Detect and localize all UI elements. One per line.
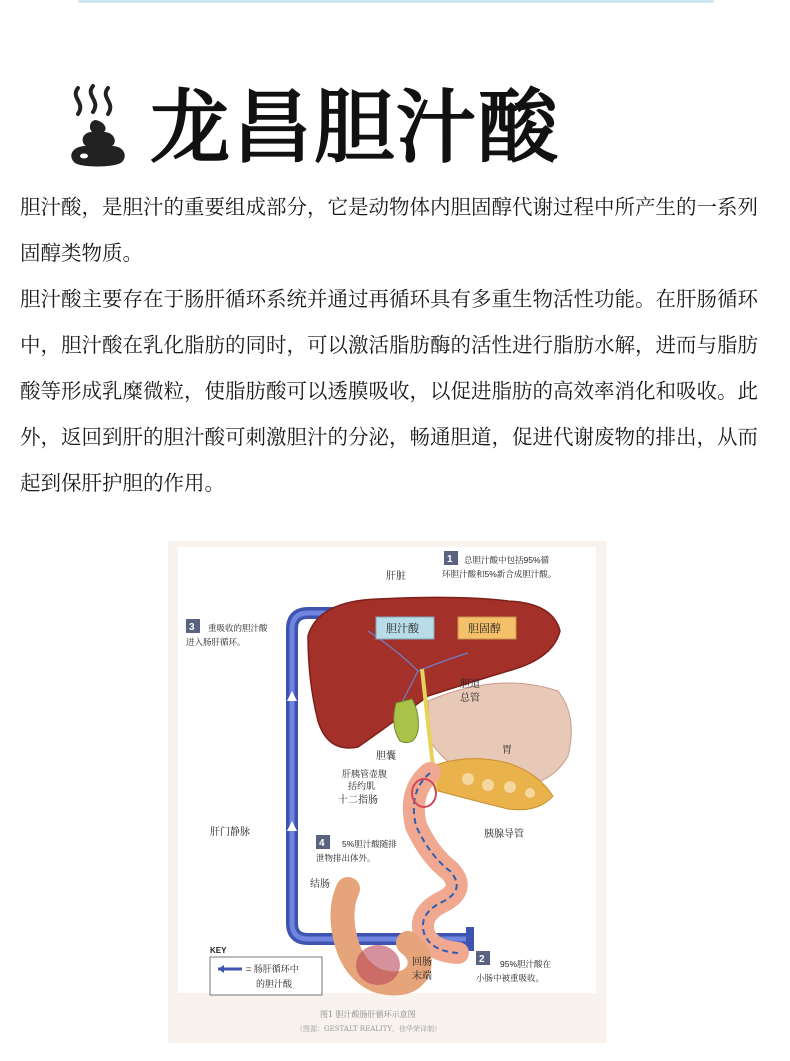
label-sphincter: 肝胰管壶腹 xyxy=(342,769,388,779)
paragraph: 胆汁酸，是胆汁的重要组成部分，它是动物体内胆固醇代谢过程中所产生的一系列固醇类物质。 xyxy=(20,195,758,265)
page-title: 龙昌胆汁酸 xyxy=(150,81,560,174)
svg-text:环胆汁酸和5%新合成胆汁酸。: 环胆汁酸和5%新合成胆汁酸。 xyxy=(442,569,557,579)
top-divider xyxy=(78,0,714,3)
svg-text:泄物排出体外。: 泄物排出体外。 xyxy=(316,853,376,863)
label-pancreatic-duct: 胰腺导管 xyxy=(484,829,524,840)
svg-text:末端: 末端 xyxy=(412,971,432,982)
svg-text:的胆汁酸: 的胆汁酸 xyxy=(256,979,293,989)
svg-text:胆汁酸: 胆汁酸 xyxy=(386,623,419,635)
paragraph: 胆汁酸主要存在于肠肝循环系统并通过再循环具有多重生物活性功能。在肝肠循环中，胆汁酸在乳化脂肪的同时，可以激活脂肪酶的活性进行脂肪水解，进而与脂肪酸等形成乳糜微粒，使脂肪酸可以透膜吸收，以促进脂肪的高效率消化和吸收。此外，返回到肝的胆汁酸可刺激胆汁的分泌，畅通胆道，促进代谢废物的排出，从而起到保肝护胆的作用。 xyxy=(20,287,758,495)
svg-text:进入肠肝循环。: 进入肠肝循环。 xyxy=(186,637,246,647)
svg-text:95%胆汁酸在: 95%胆汁酸在 xyxy=(500,959,552,969)
svg-text:重吸收的胆汁酸: 重吸收的胆汁酸 xyxy=(208,623,268,633)
svg-text:2: 2 xyxy=(479,954,485,965)
label-liver: 肝脏 xyxy=(386,571,406,582)
key-title: KEY xyxy=(210,946,227,955)
bile-acid-circulation-figure xyxy=(168,541,606,1043)
svg-text:小肠中被重吸收。: 小肠中被重吸收。 xyxy=(476,973,545,983)
label-portal-vein: 肝门静脉 xyxy=(210,827,250,838)
label-bile-duct: 胆道 xyxy=(460,679,480,690)
label-ileum: 回肠 xyxy=(412,957,432,968)
svg-text:总胆汁酸中包括95%循: 总胆汁酸中包括95%循 xyxy=(464,555,550,565)
svg-text:括约肌: 括约肌 xyxy=(348,781,376,791)
svg-text:总管: 总管 xyxy=(460,693,480,704)
figure-source: （图源：GESTALT REALITY，徐华荣译制） xyxy=(296,1025,441,1033)
label-stomach: 胃 xyxy=(502,745,512,756)
svg-text:1: 1 xyxy=(447,554,453,565)
article-body xyxy=(20,184,772,506)
svg-text:4: 4 xyxy=(319,838,325,849)
label-duodenum: 十二指肠 xyxy=(338,795,378,806)
figure-caption: 图1 胆汁酸肠肝循环示意图 xyxy=(320,1010,416,1019)
label-gallbladder: 胆囊 xyxy=(376,751,396,762)
svg-text:胆固醇: 胆固醇 xyxy=(468,623,501,635)
key-box xyxy=(210,957,322,995)
gallbladder-shape xyxy=(394,699,419,743)
svg-text:3: 3 xyxy=(189,622,195,633)
page-header xyxy=(60,82,560,174)
svg-text:5%胆汁酸随排: 5%胆汁酸随排 xyxy=(342,839,397,849)
label-colon: 结肠 xyxy=(310,879,330,890)
svg-text:= 肠肝循环中: = 肠肝循环中 xyxy=(246,964,299,974)
steaming-poop-icon xyxy=(60,84,132,172)
